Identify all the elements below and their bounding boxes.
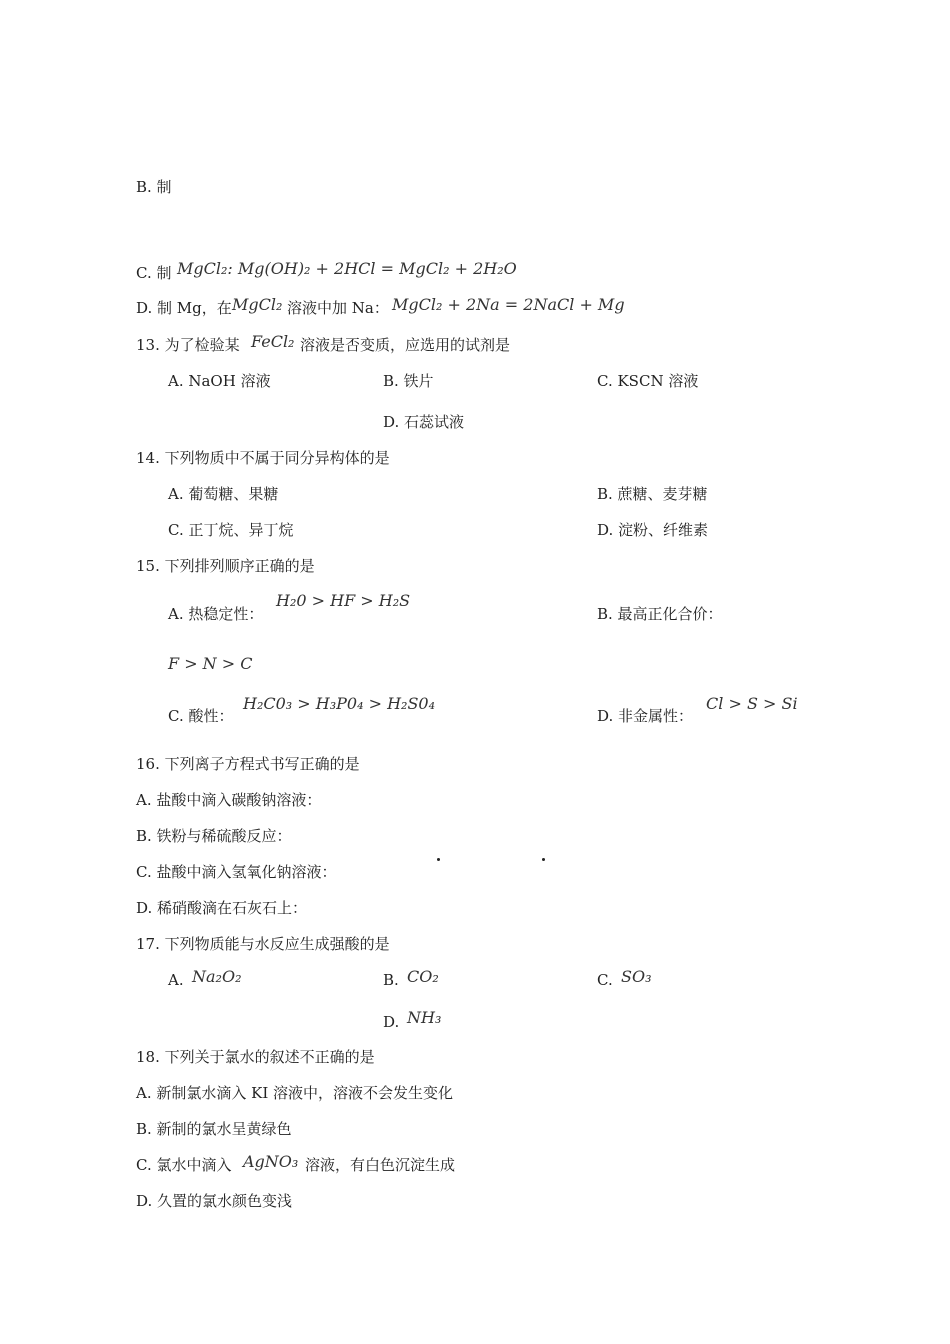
q14-option-b: B. 蔗糖、麦芽糖 bbox=[597, 485, 708, 503]
q15-option-a-formula: H₂0 > HF > H₂S bbox=[276, 591, 411, 610]
q17-option-c-formula: SO₃ bbox=[621, 967, 652, 986]
q13-option-b: B. 铁片 bbox=[383, 372, 434, 390]
q14-option-c: C. 正丁烷、异丁烷 bbox=[168, 521, 294, 539]
q18-option-b: B. 新制的氯水呈黄绿色 bbox=[136, 1120, 292, 1138]
stray-dot bbox=[542, 858, 545, 861]
q17-option-d-formula: NH₃ bbox=[407, 1008, 442, 1027]
question-17: 17. 下列物质能与水反应生成强酸的是 bbox=[136, 935, 390, 953]
q15-option-b: B. 最高正化合价： bbox=[597, 605, 723, 623]
formula-c-q12: MgCl₂: Mg(OH)₂ + 2HCl = MgCl₂ + 2H₂O bbox=[177, 259, 517, 278]
q14-option-d: D. 淀粉、纤维素 bbox=[597, 521, 709, 539]
q18-option-c-part2: 溶液，有白色沉淀生成 bbox=[305, 1156, 456, 1174]
q17-option-a-label: A. bbox=[168, 971, 184, 989]
stray-dot bbox=[437, 858, 440, 861]
q17-option-c-label: C. bbox=[597, 971, 613, 989]
q15-option-d: D. 非金属性： bbox=[597, 707, 694, 725]
q14-option-a: A. 葡萄糖、果糖 bbox=[168, 485, 279, 503]
q17-option-b-label: B. bbox=[383, 971, 399, 989]
q15-option-a: A. 热稳定性： bbox=[168, 605, 264, 623]
q13-option-c: C. KSCN 溶液 bbox=[597, 372, 699, 390]
question-15: 15. 下列排列顺序正确的是 bbox=[136, 557, 315, 575]
q18-option-a: A. 新制氯水滴入 KI 溶液中，溶液不会发生变化 bbox=[136, 1084, 454, 1102]
q18-option-d: D. 久置的氯水颜色变浅 bbox=[136, 1192, 293, 1210]
q18-option-c-part1: C. 氯水中滴入 bbox=[136, 1156, 232, 1174]
formula-d-q12: MgCl₂ + 2Na = 2NaCl + Mg bbox=[392, 295, 625, 314]
question-16: 16. 下列离子方程式书写正确的是 bbox=[136, 755, 360, 773]
q16-option-d: D. 稀硝酸滴在石灰石上： bbox=[136, 899, 308, 917]
q16-option-c: C. 盐酸中滴入氢氧化钠溶液： bbox=[136, 863, 337, 881]
q15-option-b-formula: F > N > C bbox=[168, 654, 253, 673]
question-13-formula: FeCl₂ bbox=[251, 332, 295, 351]
option-d-q12-part1: D. 制 Mg，在 bbox=[136, 299, 232, 317]
question-13-part1: 13. 为了检验某 bbox=[136, 336, 240, 354]
q15-option-c: C. 酸性： bbox=[168, 707, 234, 725]
q16-option-b: B. 铁粉与稀硫酸反应： bbox=[136, 827, 292, 845]
option-d-q12-part2: 溶液中加 Na： bbox=[287, 299, 389, 317]
q17-option-b-formula: CO₂ bbox=[407, 967, 439, 986]
q15-option-c-formula: H₂C0₃ > H₃P0₄ > H₂S0₄ bbox=[243, 694, 436, 713]
q16-option-a: A. 盐酸中滴入碳酸钠溶液： bbox=[136, 791, 322, 809]
option-c-q12: C. 制 bbox=[136, 264, 172, 282]
q17-option-d-label: D. bbox=[383, 1013, 400, 1031]
formula-d-q12-reagent: MgCl₂ bbox=[232, 295, 283, 314]
q18-option-c-formula: AgNO₃ bbox=[243, 1152, 299, 1171]
question-14: 14. 下列物质中不属于同分异构体的是 bbox=[136, 449, 390, 467]
q13-option-d: D. 石蕊试液 bbox=[383, 413, 465, 431]
option-b-q12: B. 制 bbox=[136, 178, 172, 196]
question-18: 18. 下列关于氯水的叙述不正确的是 bbox=[136, 1048, 375, 1066]
question-13-part2: 溶液是否变质，应选用的试剂是 bbox=[300, 336, 511, 354]
q15-option-d-formula: Cl > S > Si bbox=[706, 694, 798, 713]
q17-option-a-formula: Na₂O₂ bbox=[192, 967, 242, 986]
q13-option-a: A. NaOH 溶液 bbox=[168, 372, 271, 390]
